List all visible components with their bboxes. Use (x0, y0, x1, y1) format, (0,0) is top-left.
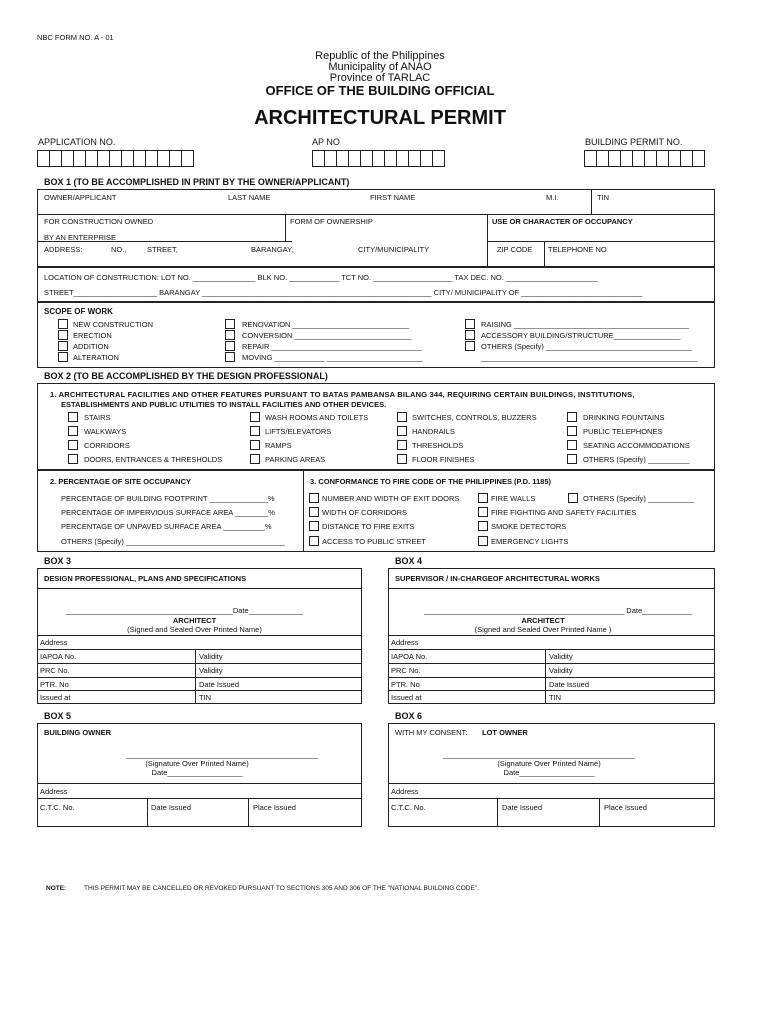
telephone-label: TELEPHONE NO (548, 245, 607, 254)
building-permit-no-label: BUILDING PERMIT NO. (585, 137, 683, 147)
new-construction-label: NEW CONSTRUCTION (73, 320, 153, 329)
box5-date[interactable]: Date__________________ (151, 768, 243, 777)
others-site-field[interactable]: OTHERS (Specify) ______________________________________ (61, 537, 285, 546)
fire-walls-checkbox[interactable] (478, 493, 488, 503)
emergency-label: EMERGENCY LIGHTS (491, 537, 569, 546)
corridors-label: CORRIDORS (84, 441, 130, 450)
seating-label: SEATING ACCOMMODATIONS (583, 441, 690, 450)
box4-architect: ARCHITECT (521, 616, 565, 625)
others-scope-line[interactable]: ____________________________________________________ (481, 353, 698, 362)
access-label: ACCESS TO PUBLIC STREET (322, 537, 426, 546)
box4-validity1[interactable]: Validity (549, 652, 573, 661)
application-no-input[interactable] (37, 150, 194, 167)
fire-fighting-label: FIRE FIGHTING AND SAFETY FACILITIES (491, 508, 637, 517)
box4-validity2[interactable]: Validity (549, 666, 573, 675)
box6-lot-owner: LOT OWNER (482, 728, 528, 737)
province-label: Province of TARLAC (329, 72, 431, 84)
others-facilities-checkbox[interactable] (567, 454, 577, 464)
addition-checkbox[interactable] (58, 341, 68, 351)
box1-title: BOX 1 (TO BE ACCOMPLISHED IN PRINT BY THE OWNER/APPLICANT) (44, 177, 350, 187)
ramps-label: RAMPS (265, 441, 292, 450)
washrooms-label: WASH ROOMS AND TOILETS (265, 413, 369, 422)
handrails-checkbox[interactable] (397, 426, 407, 436)
walkways-checkbox[interactable] (68, 426, 78, 436)
construction-owned-label: FOR CONSTRUCTION OWNED (44, 217, 154, 226)
parking-checkbox[interactable] (250, 454, 260, 464)
box5-label: BOX 5 (44, 711, 72, 721)
box3-date-issued[interactable]: Date Issued (199, 680, 240, 689)
box4-address[interactable]: Address (391, 638, 419, 647)
erection-checkbox[interactable] (58, 330, 68, 340)
republic-label: Republic of the Philippines (315, 50, 445, 62)
tin-label: TIN (597, 193, 610, 202)
box4-signed: (Signed and Sealed Over Printed Name ) (474, 625, 612, 634)
application-no-label: APPLICATION NO. (38, 137, 116, 147)
erection-label: ERECTION (73, 331, 112, 340)
exit-doors-label: NUMBER AND WIDTH OF EXIT DOORS (322, 494, 460, 503)
box6-date-issued[interactable]: Date Issued (502, 803, 543, 812)
distance-checkbox[interactable] (309, 521, 319, 531)
distance-label: DISTANCE TO FIRE EXITS (322, 522, 415, 531)
alteration-label: ALTERATION (73, 353, 119, 362)
no-label: NO., (111, 245, 127, 254)
floor-finishes-label: FLOOR FINISHES (412, 455, 475, 464)
smoke-checkbox[interactable] (478, 521, 488, 531)
stairs-label: STAIRS (84, 413, 111, 422)
drinking-checkbox[interactable] (567, 412, 577, 422)
smoke-label: SMOKE DETECTORS (491, 522, 567, 531)
ap-no-input[interactable] (312, 150, 445, 167)
box5-place-issued[interactable]: Place Issued (253, 803, 296, 812)
box6-signature: (Signature Over Printed Name) (497, 759, 601, 768)
box6-sig-line[interactable]: ______________________________________________ (443, 750, 635, 759)
ramps-checkbox[interactable] (250, 440, 260, 450)
box4-date-issued[interactable]: Date Issued (549, 680, 590, 689)
footprint-field[interactable]: PERCENTAGE OF BUILDING FOOTPRINT ______________% (61, 494, 275, 503)
barangay-label: BARANGAY, (251, 245, 294, 254)
box4-title: SUPERVISOR / IN-CHARGEOF ARCHITECTURAL WORKS (395, 574, 600, 583)
box4-label: BOX 4 (395, 556, 423, 566)
box3-issued-at[interactable]: Issued at (40, 693, 71, 702)
last-name-label: LAST NAME (228, 193, 271, 202)
handrails-label: HANDRAILS (412, 427, 455, 436)
item1-line2: ESTABLISHMENTS AND PUBLIC UTILITIES TO INSTALL FACILITIES AND OTHER DEVICES. (61, 400, 387, 409)
corridors-width-checkbox[interactable] (309, 507, 319, 517)
box6-consent: WITH MY CONSENT: (395, 728, 468, 737)
box5-ctc[interactable]: C.T.C. No. (40, 803, 75, 812)
repair-checkbox[interactable] (225, 341, 235, 351)
first-name-label: FIRST NAME (370, 193, 416, 202)
box3-ptr[interactable]: PTR. No (40, 680, 69, 689)
switches-checkbox[interactable] (397, 412, 407, 422)
location-line[interactable]: LOCATION OF CONSTRUCTION: LOT NO. _______________ BLK NO. ____________ TCT NO. ___________________ TAX DEC. NO. ______________________ (44, 273, 598, 282)
telephones-checkbox[interactable] (567, 426, 577, 436)
owner-applicant-label: OWNER/APPLICANT (44, 193, 117, 202)
others-scope-label: OTHERS (Specify) ___________________________________ (481, 342, 692, 351)
seating-checkbox[interactable] (567, 440, 577, 450)
box3-signed: (Signed and Sealed Over Printed Name) (127, 625, 262, 634)
box3-label: BOX 3 (44, 556, 72, 566)
item1-line1: 1. ARCHITECTURAL FACILITIES AND OTHER FEATURES PURSUANT TO BATAS PAMBANSA BILANG 344, REQUIRING CERTAIN BUILDINGS, INSTITUTIONS, (50, 390, 635, 399)
note-text: THIS PERMIT MAY BE CANCELLED OR REVOKED PURSUANT TO SECTIONS 305 AND 306 OF THE "NATIONAL BUILDING CODE". (84, 885, 479, 892)
page-title: ARCHITECTURAL PERMIT (254, 107, 506, 129)
box6-address[interactable]: Address (391, 787, 419, 796)
form-of-ownership-label: FORM OF OWNERSHIP (290, 217, 373, 226)
box3-address[interactable]: Address (40, 638, 68, 647)
repair-label: REPAIR ____________________________________ (242, 342, 422, 351)
new-construction-checkbox[interactable] (58, 319, 68, 329)
box4-sig-line[interactable]: ________________________________________________ Date____________ (424, 606, 693, 615)
box3-sig-line[interactable]: ________________________________________Date_____________ (66, 606, 303, 615)
enterprise-label: BY AN ENTERPRISE (44, 233, 116, 242)
mi-label: M.I. (546, 193, 559, 202)
emergency-checkbox[interactable] (478, 536, 488, 546)
city-label: CITY/MUNICIPALITY (358, 245, 430, 254)
switches-label: SWITCHES, CONTROLS, BUZZERS (412, 413, 537, 422)
corridors-width-label: WIDTH OF CORRIDORS (322, 508, 407, 517)
conversion-checkbox[interactable] (225, 330, 235, 340)
box3-tin[interactable]: TIN (199, 693, 212, 702)
box3-title: DESIGN PROFESSIONAL, PLANS AND SPECIFICATIONS (44, 574, 247, 583)
box6-date[interactable]: Date__________________ (503, 768, 595, 777)
accessory-label: ACCESSORY BUILDING/STRUCTURE________________ (481, 331, 681, 340)
doors-checkbox[interactable] (68, 454, 78, 464)
telephones-label: PUBLIC TELEPHONES (583, 427, 663, 436)
box4-prc[interactable]: PRC No. (391, 666, 421, 675)
box4-issued-at[interactable]: Issued at (391, 693, 422, 702)
impervious-field[interactable]: PERCENTAGE OF IMPERVIOUS SURFACE AREA ________% (61, 508, 275, 517)
box3-iapoa[interactable]: IAPOA No. (40, 652, 77, 661)
washrooms-checkbox[interactable] (250, 412, 260, 422)
lifts-checkbox[interactable] (250, 426, 260, 436)
fire-fighting-checkbox[interactable] (478, 507, 488, 517)
fire-walls-label: FIRE WALLS (491, 494, 536, 503)
renovation-checkbox[interactable] (225, 319, 235, 329)
drinking-label: DRINKING FOUNTAINS (583, 413, 665, 422)
box4-tin[interactable]: TIN (549, 693, 562, 702)
addition-label: ADDITION (73, 342, 109, 351)
alteration-checkbox[interactable] (58, 352, 68, 362)
unpaved-field[interactable]: PERCENTAGE OF UNPAVED SURFACE AREA __________% (61, 522, 272, 531)
use-of-occupancy-label: USE OR CHARACTER OF OCCUPANCY (492, 217, 633, 226)
exit-doors-checkbox[interactable] (309, 493, 319, 503)
box6-label: BOX 6 (395, 711, 423, 721)
box5-date-issued[interactable]: Date Issued (151, 803, 192, 812)
box6-ctc[interactable]: C.T.C. No. (391, 803, 426, 812)
building-permit-no-input[interactable] (584, 150, 705, 167)
parking-label: PARKING AREAS (265, 455, 326, 464)
municipality-label: Municipality of ANAO (328, 61, 432, 73)
walkways-label: WALKWAYS (84, 427, 127, 436)
others-fire-checkbox[interactable] (568, 493, 578, 503)
form-number: NBC FORM NO. A - 01 (37, 33, 114, 42)
others-scope-checkbox[interactable] (465, 341, 475, 351)
street-label: STREET, (147, 245, 178, 254)
ap-no-label: AP NO (312, 137, 340, 147)
box5-signature: (Signature Over Printed Name) (145, 759, 249, 768)
street-line[interactable]: STREET____________________ BARANGAY _______________________________________________________ CITY/ MUNICIPALITY OF _____________________________ (44, 288, 643, 297)
thresholds-checkbox[interactable] (397, 440, 407, 450)
renovation-label: RENOVATION ____________________________ (242, 320, 410, 329)
box2-title: BOX 2 (TO BE ACCOMPLISHED BY THE DESIGN PROFESSIONAL) (44, 371, 328, 381)
box5-address[interactable]: Address (40, 787, 68, 796)
thresholds-label: THRESHOLDS (412, 441, 464, 450)
box5-sig-line[interactable]: ______________________________________________ (126, 750, 318, 759)
others-facilities-label: OTHERS (Specify) __________ (583, 455, 690, 464)
address-label: ADDRESS: (44, 245, 83, 254)
others-fire-label: OTHERS (Specify) ___________ (583, 494, 694, 503)
doors-label: DOORS, ENTRANCES & THRESHOLDS (84, 455, 223, 464)
raising-checkbox[interactable] (465, 319, 475, 329)
corridors-checkbox[interactable] (68, 440, 78, 450)
stairs-checkbox[interactable] (68, 412, 78, 422)
note-label: NOTE: (46, 885, 67, 892)
zip-label: ZIP CODE (497, 245, 533, 254)
floor-finishes-checkbox[interactable] (397, 454, 407, 464)
office-title: OFFICE OF THE BUILDING OFFICIAL (265, 83, 495, 98)
item2-title: 2. PERCENTAGE OF SITE OCCUPANCY (50, 477, 191, 486)
box3-prc[interactable]: PRC No. (40, 666, 70, 675)
conversion-label: CONVERSION ____________________________ (242, 331, 412, 340)
box6-place-issued[interactable]: Place Issued (604, 803, 647, 812)
box4-ptr[interactable]: PTR. No (391, 680, 420, 689)
box3-validity1[interactable]: Validity (199, 652, 223, 661)
moving-checkbox[interactable] (225, 352, 235, 362)
box4-iapoa[interactable]: IAPOA No. (391, 652, 428, 661)
scope-title: SCOPE OF WORK (44, 307, 113, 316)
box3-validity2[interactable]: Validity (199, 666, 223, 675)
box3-architect: ARCHITECT (172, 616, 217, 625)
item3-title: 3. CONFORMANCE TO FIRE CODE OF THE PHILIPPINES (P.D. 1185) (310, 477, 552, 486)
lifts-label: LIFTS/ELEVATORS (265, 427, 332, 436)
accessory-checkbox[interactable] (465, 330, 475, 340)
moving-label: MOVING ____________ _______________________ (242, 353, 423, 362)
raising-label: RAISING __________________________________________ (481, 320, 690, 329)
box5-title: BUILDING OWNER (44, 728, 112, 737)
access-checkbox[interactable] (309, 536, 319, 546)
